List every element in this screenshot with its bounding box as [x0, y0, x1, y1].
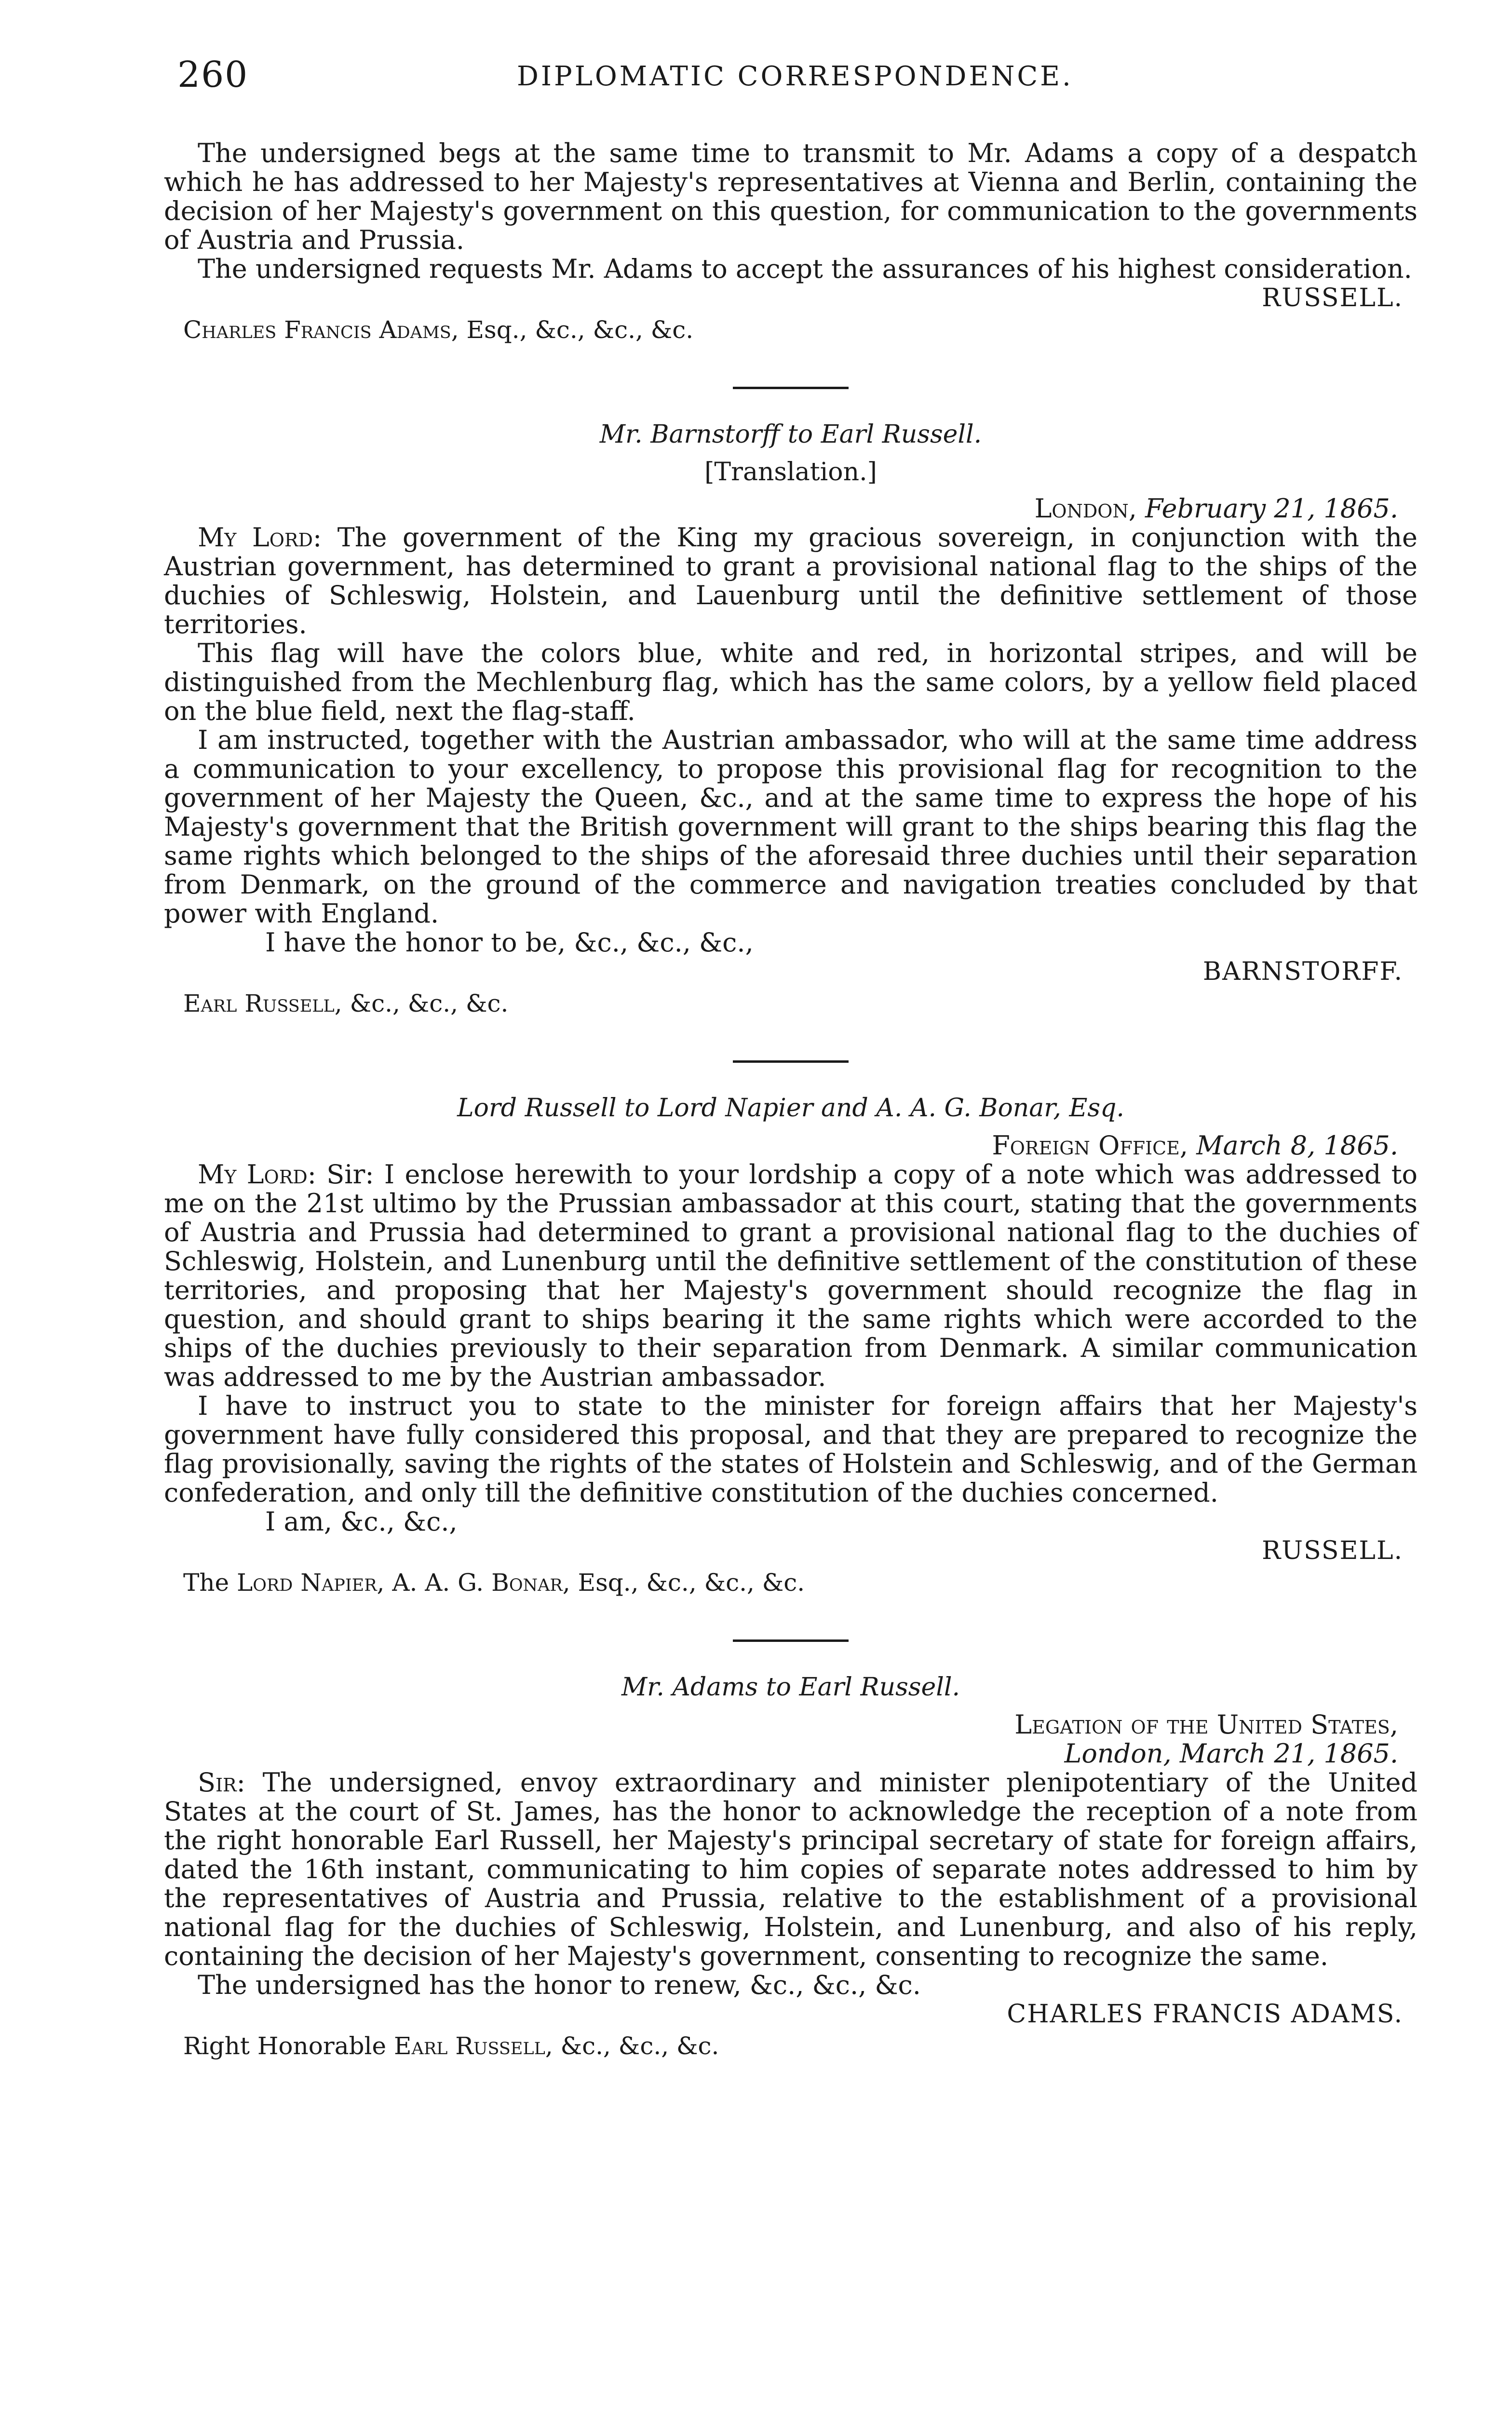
- closing: I have the honor to be, &c., &c., &c.,: [265, 927, 754, 958]
- addressee-suffix: , &c., &c., &c.: [545, 2032, 719, 2060]
- date-place: London,: [1034, 493, 1137, 524]
- salutation: My Lord:: [198, 522, 322, 553]
- signature: RUSSELL.: [1262, 1536, 1403, 1565]
- addressee: [164, 1568, 1418, 1597]
- signature: RUSSELL.: [1262, 284, 1403, 312]
- closing: I am, &c., &c.,: [265, 1506, 458, 1537]
- paragraph: The undersigned requests Mr. Adams to accept the assurances of his highest consideration.: [198, 254, 1412, 284]
- page-number: 260: [177, 54, 249, 95]
- paragraph-text: Sir: I enclose herewith to your lordship a copy of a note which was addressed to me on the 21st ultimo by the Prussian ambassador at this court, stating that the governments of Austria and Prussia had determined to grant a provisional national flag to the duchies of Schleswig, Holstein, and Lunenburg until the definitive settlement of the constitution of these territories, and proposing that her Majesty's government should recognize the flag in question, and should grant to ships bearing it the same rights which were accorded to the ships of the duchies previously to their separation from Denmark. A similar communication was addressed to me by the Austrian ambassador.: [164, 1159, 1418, 1392]
- paragraph: [164, 523, 1418, 639]
- date-text: London, March 21, 1865.: [1064, 1738, 1398, 1769]
- addressee: [164, 2032, 1418, 2060]
- addressee: [164, 315, 1418, 344]
- addressee-suffix: , Esq., &c., &c., &c.: [451, 316, 694, 344]
- paragraph: [164, 1768, 1418, 1971]
- addressee-prefix: The: [183, 1569, 237, 1597]
- letter-russell-to-napier: [164, 1094, 1418, 1597]
- paragraph: The undersigned begs at the same time to transmit to Mr. Adams a copy of a despatch which he has addressed to her Majesty's representatives at Vienna and Berlin, containing the decision of her Majesty's government on this question, for communication to the governments of Austria and Prussia.: [164, 138, 1418, 255]
- running-head: DIPLOMATIC CORRESPONDENCE.: [517, 61, 1073, 92]
- letter-barnstorff-to-russell: [164, 420, 1418, 1018]
- page-header: [160, 54, 1433, 102]
- addressee-name: Earl Russell: [394, 2032, 545, 2060]
- paragraph: I have to instruct you to state to the minister for foreign affairs that her Majesty's government have fully considered this proposal, and that they are prepared to recognize the flag provisionally, saving the rights of the states of Holstein and Schleswig, and of the German confederation, and only till the definitive constitution of the duchies concerned.: [164, 1391, 1418, 1508]
- paragraph: [164, 1160, 1418, 1392]
- body-text: [164, 139, 1418, 2060]
- addressee-suffix: , Esq., &c., &c., &c.: [562, 1569, 805, 1597]
- addressee-name: Charles Francis Adams: [183, 316, 451, 344]
- translation-note: [Translation.]: [704, 458, 877, 487]
- addressee-prefix: Right Honorable: [183, 2032, 394, 2060]
- addressee-name: Earl Russell: [183, 989, 335, 1017]
- salutation: My Lord:: [198, 1159, 316, 1190]
- section-divider: [733, 1060, 849, 1063]
- paragraph: This flag will have the colors blue, white and red, in horizontal stripes, and will be distinguished from the Mechlenburg flag, which has the same colors, by a yellow field placed on the blue field, next the flag-staff.: [164, 638, 1418, 726]
- signature: CHARLES FRANCIS ADAMS.: [1007, 2000, 1403, 2029]
- legation-line: Legation of the United States,: [1014, 1709, 1398, 1740]
- salutation: Sir:: [198, 1767, 245, 1798]
- paragraph-text: The government of the King my gracious sovereign, in conjunction with the Austrian government, has determined to grant a provisional national flag to the ships of the duchies of Schleswig, Holstein, and Lauenburg until the definitive settlement of those territories.: [164, 522, 1418, 639]
- signature: BARNSTORFF.: [1202, 957, 1403, 986]
- paragraph: The undersigned has the honor to renew, &c., &c., &c.: [198, 1970, 921, 2000]
- addressee: [164, 989, 1418, 1018]
- date-place: Foreign Office,: [992, 1130, 1188, 1161]
- letter-adams-to-russell: [164, 1673, 1418, 2060]
- dateline: [164, 1131, 1418, 1160]
- letter-russell-to-adams-end: [164, 139, 1418, 344]
- letter-title: Lord Russell to Lord Napier and A. A. G. Bonar, Esq.: [457, 1094, 1124, 1123]
- dateline: [164, 494, 1418, 523]
- date-text: March 8, 1865.: [1196, 1130, 1398, 1161]
- addressee-name: Lord Napier, A. A. G. Bonar: [237, 1569, 563, 1597]
- section-divider: [733, 387, 849, 389]
- date-text: February 21, 1865.: [1145, 493, 1398, 524]
- section-divider: [733, 1639, 849, 1642]
- paragraph-text: The undersigned, envoy extraordinary and minister plenipotentiary of the United States at the court of St. James, has the honor to acknowledge the reception of a note from the right honorable Earl Russell, her Majesty's principal secretary of state for foreign affairs, dated the 16th instant, communicating to him copies of separate notes addressed to him by the representatives of Austria and Prussia, relative to the establishment of a provisional national flag for the duchies of Schleswig, Holstein, and Lunenburg, and also of his reply, containing the decision of her Majesty's government, consenting to recognize the same.: [164, 1767, 1418, 1971]
- letter-title: Mr. Adams to Earl Russell.: [621, 1673, 960, 1702]
- paragraph: I am instructed, together with the Austrian ambassador, who will at the same time address a communication to your excellency, to propose this provisional flag for recognition to the government of her Majesty the Queen, &c., and at the same time to express the hope of his Majesty's government that the British government will grant to the ships bearing this flag the same rights which belonged to the ships of the aforesaid three duchies until their separation from Denmark, on the ground of the commerce and navigation treaties concluded by that power with England.: [164, 725, 1418, 929]
- letter-title: Mr. Barnstorff to Earl Russell.: [599, 420, 982, 449]
- addressee-suffix: , &c., &c., &c.: [334, 989, 509, 1017]
